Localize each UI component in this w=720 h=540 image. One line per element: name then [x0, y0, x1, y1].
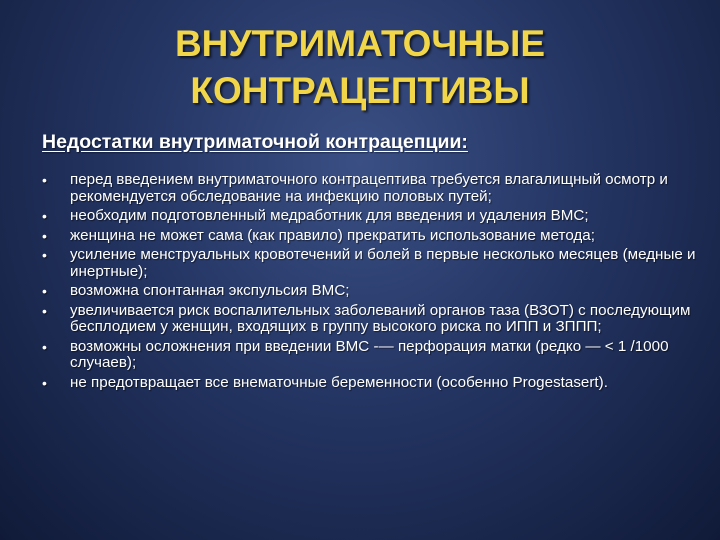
- list-item: [42, 247, 697, 280]
- list-item: [42, 228, 697, 245]
- list-item-text: возможна спонтанная экспульсия ВМС;: [70, 282, 350, 299]
- disadvantages-list: [42, 172, 697, 394]
- bullet-icon: •: [42, 374, 47, 391]
- list-item-text: женщина не может сама (как правило) прекратить использование метода;: [70, 226, 595, 244]
- list-item-text: перед введением внутриматочного контрацептива требуется влагалищный осмотр и рекомендуется обследование на инфекцию половых путей;: [70, 171, 668, 205]
- slide-title-line-2: КОНТРАЦЕПТИВЫ: [190, 70, 530, 111]
- list-item-text: возможны осложнения при введении ВМС -— перфорация матки (редко — < 1 /1000 случаев);: [70, 337, 669, 371]
- slide-title-line-1: ВНУТРИМАТОЧНЫЕ: [174, 23, 546, 64]
- bullet-icon: •: [42, 338, 47, 355]
- list-item: [42, 208, 697, 225]
- bullet-icon: •: [42, 283, 47, 299]
- bullet-icon: •: [42, 172, 47, 188]
- list-item: [42, 339, 697, 372]
- list-item-text: не предотвращает все внематочные беременности (особенно Progestasert).: [70, 373, 608, 391]
- section-subtitle: Недостатки внутриматочной контрацепции:: [42, 131, 468, 153]
- slide-title: [0, 20, 720, 114]
- list-item: [42, 303, 697, 336]
- bullet-icon: •: [42, 247, 47, 263]
- list-item: [42, 283, 697, 300]
- bullet-icon: •: [42, 302, 47, 319]
- list-item-text: увеличивается риск воспалительных заболеваний органов таза (ВЗОТ) с последующим бесплодием у женщин, входящих в группу высокого риска по ИПП и ЗППП;: [70, 301, 691, 335]
- list-item: [42, 375, 697, 392]
- list-item-text: необходим подготовленный медработник для введения и удаления ВМС;: [70, 207, 589, 224]
- bullet-icon: •: [42, 208, 47, 224]
- bullet-icon: •: [42, 227, 47, 244]
- list-item-text: усиление менструальных кровотечений и болей в первые несколько месяцев (медные и инертные);: [70, 246, 696, 280]
- list-item: [42, 172, 697, 205]
